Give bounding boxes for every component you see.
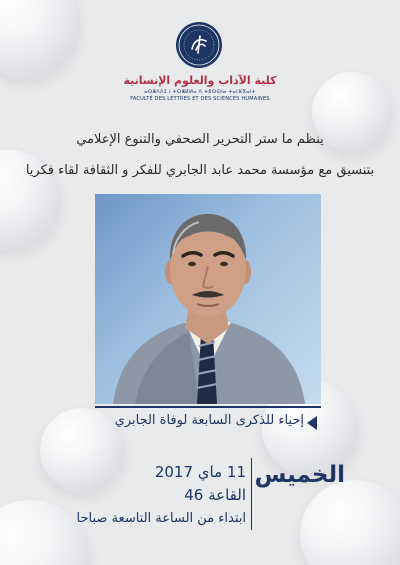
faculty-name-french: FACULTÉ DES LETTRES ET DES SCIENCES HUMAINES xyxy=(130,96,270,102)
partner-line: بتنسيق مع مؤسسة محمد عابد الجابري للفكر و الثقافة لقاء فكريا xyxy=(25,163,375,178)
event-hall: القاعة 46 xyxy=(184,486,246,504)
event-day: الخميس xyxy=(254,462,345,488)
university-logo-icon xyxy=(176,22,222,68)
portrait-photo xyxy=(95,194,321,404)
event-details-divider xyxy=(251,458,252,530)
caption-arrow-icon xyxy=(307,416,317,430)
faculty-name-tifinagh: ⴰⵙⴻⴷⴷⵉ ⵏ ⵜⵙⴻⴽⵍⴰ ⴷ ⵜⵓⵙⵙⵏⴰ ⵜⴰⵏⴼⴳⴰⵏⵜ xyxy=(144,89,256,95)
organizer-line: ينظم ما ستر التحرير الصحفي والتنوع الإعلامي xyxy=(76,132,324,147)
decorative-bubble xyxy=(0,500,90,565)
faculty-name-arabic: كلية الآداب والعلوم الإنسانية xyxy=(123,74,277,87)
event-time: ابتداء من الساعة التاسعة صباحا xyxy=(76,511,246,526)
photo-caption: إحياء للذكرى السابعة لوفاة الجابري xyxy=(114,413,304,428)
decorative-bubble xyxy=(0,0,80,78)
decorative-bubble xyxy=(300,480,400,565)
caption-divider xyxy=(95,406,321,408)
event-date: 11 ماي 2017 xyxy=(154,463,246,481)
